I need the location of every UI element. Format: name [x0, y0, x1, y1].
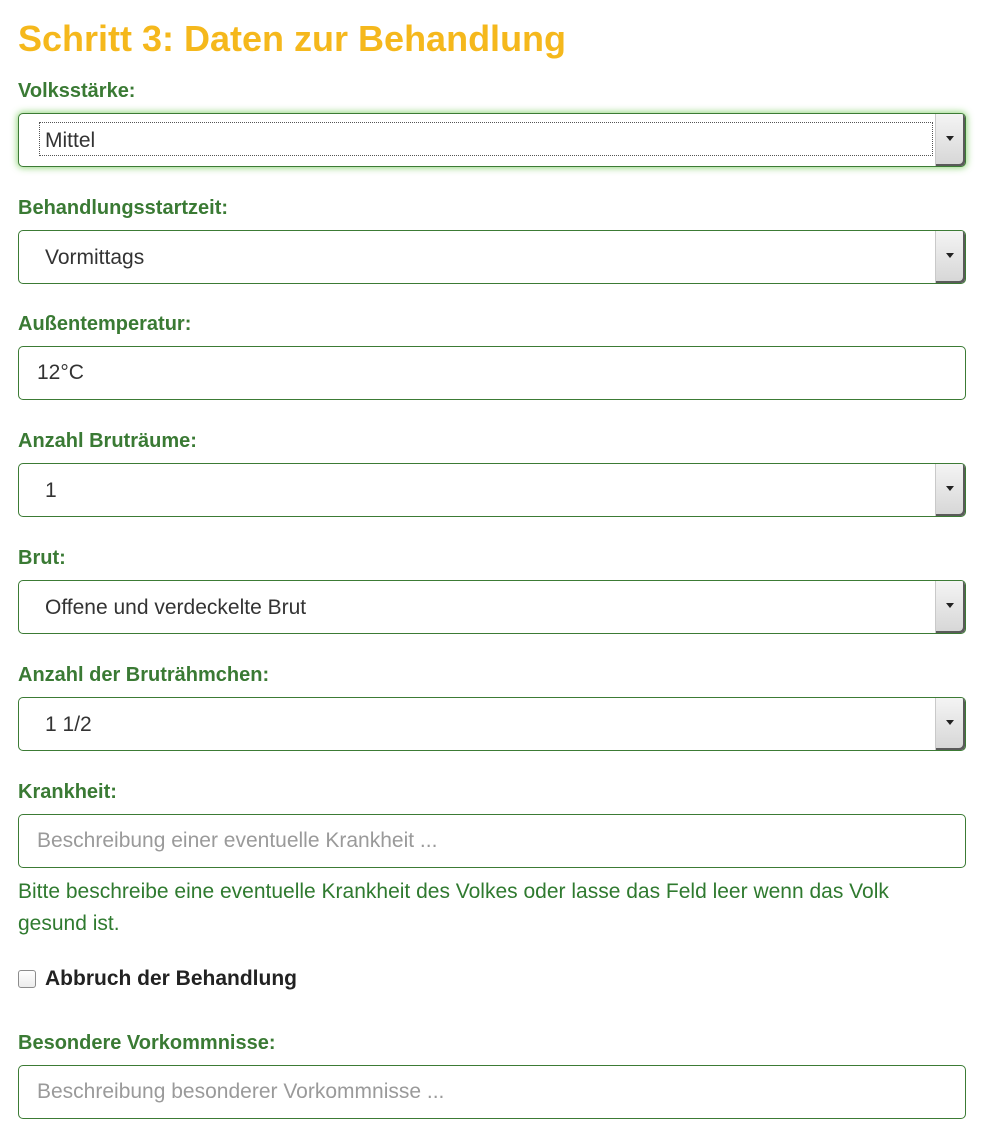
caret-down-icon	[946, 603, 954, 608]
brutraeume-value: 1	[45, 479, 57, 502]
bruträhmchen-value: 1 1/2	[45, 713, 92, 736]
startzeit-value: Vormittags	[45, 246, 145, 269]
caret-down-icon	[946, 136, 954, 141]
krankheit-label: Krankheit:	[18, 781, 117, 803]
vorkommnisse-input[interactable]	[18, 1065, 966, 1119]
abbruch-checkbox[interactable]	[18, 970, 36, 988]
page-title: Schritt 3: Daten zur Behandlung	[18, 18, 567, 59]
krankheit-help-text: Bitte beschreibe eine eventuelle Krankheit des Volkes oder lasse das Feld leer wenn das Volk gesund ist.	[18, 880, 889, 935]
temperatur-label: Außentemperatur:	[18, 313, 192, 335]
brut-label: Brut:	[18, 547, 66, 569]
startzeit-dropdown-button[interactable]	[935, 231, 965, 283]
brut-value: Offene und verdeckelte Brut	[45, 596, 307, 619]
volksstaerke-label: Volksstärke:	[18, 80, 136, 102]
bruträhmchen-label: Anzahl der Bruträhmchen:	[18, 664, 270, 686]
brutraeume-dropdown-button[interactable]	[935, 464, 965, 516]
vorkommnisse-label: Besondere Vorkommnisse:	[18, 1032, 276, 1054]
brut-select[interactable]	[18, 580, 966, 634]
brut-dropdown-button[interactable]	[935, 581, 965, 633]
volksstaerke-select[interactable]	[18, 113, 966, 167]
focus-ring	[39, 122, 933, 156]
volksstaerke-value: Mittel	[45, 129, 96, 152]
caret-down-icon	[946, 253, 954, 258]
caret-down-icon	[946, 720, 954, 725]
startzeit-select[interactable]	[18, 230, 966, 284]
startzeit-label: Behandlungsstartzeit:	[18, 197, 229, 219]
bruträhmchen-select[interactable]	[18, 697, 966, 751]
krankheit-input[interactable]	[18, 814, 966, 868]
brutraeume-label: Anzahl Bruträume:	[18, 430, 197, 452]
brutraeume-select[interactable]	[18, 463, 966, 517]
temperatur-input[interactable]	[18, 346, 966, 400]
caret-down-icon	[946, 486, 954, 491]
bruträhmchen-dropdown-button[interactable]	[935, 698, 965, 750]
abbruch-label[interactable]: Abbruch der Behandlung	[45, 967, 297, 990]
volksstaerke-dropdown-button[interactable]	[935, 114, 965, 166]
